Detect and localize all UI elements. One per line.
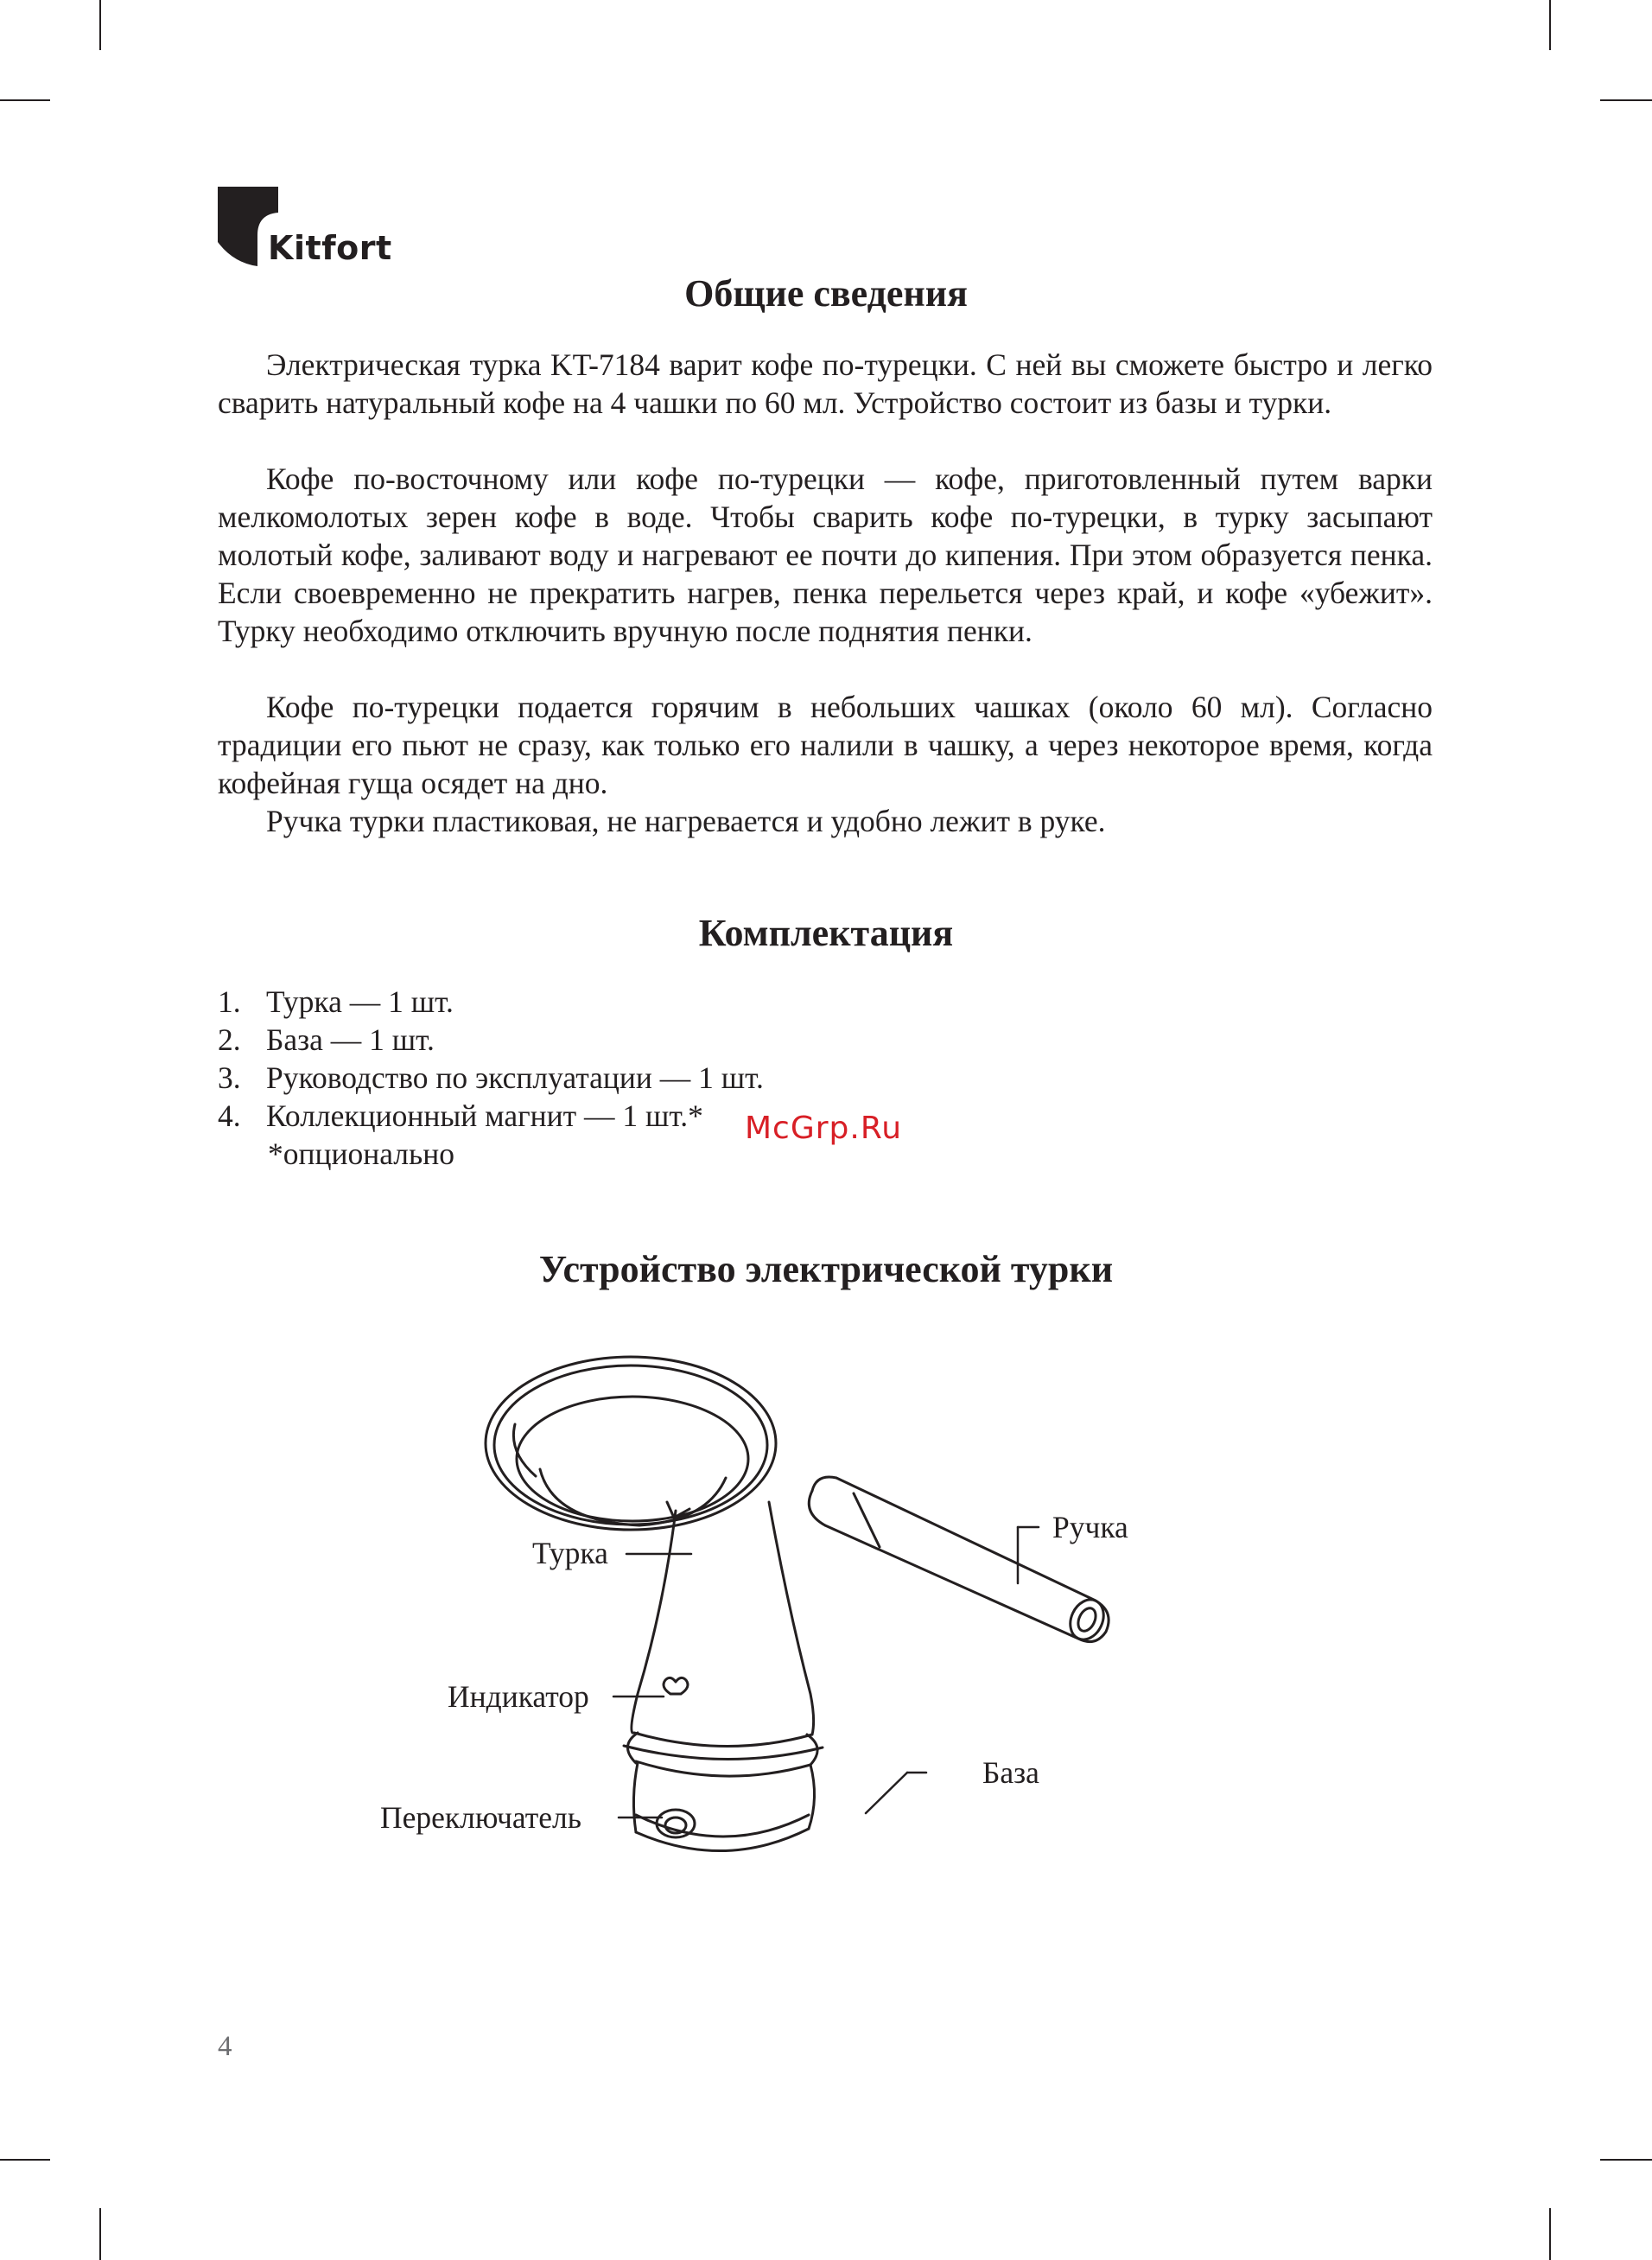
paragraph: Кофе по-турецки подается горячим в небольших чашках (около 60 мл). Согласно традиции его пьют не сразу, как только его налили в чашку, а через некоторое время, когда кофейная гуща осядет на дно. [218, 690, 1433, 800]
list-text: Коллекционный магнит — 1 шт.* [266, 1098, 703, 1133]
paragraph: Ручка турки пластиковая, не нагревается и удобно лежит в руке. [266, 804, 1106, 838]
crop-mark [0, 99, 50, 101]
list-number: 3. [218, 1060, 241, 1095]
list-number: 2. [218, 1022, 241, 1057]
crop-mark [99, 0, 101, 50]
label-handle: Ручка [1052, 1510, 1128, 1544]
section-title-device: Устройство электрической турки [538, 1248, 1114, 1290]
label-base: База [982, 1755, 1039, 1790]
list-item [218, 1059, 764, 1097]
paragraph: Кофе по-восточному или кофе по-турецки — кофе, приготовленный путем варки мелкомолотых зерен кофе в воде. Чтобы сварить кофе по-турецки, в турку засыпают молотый кофе, заливают воду и нагревают ее почти до кипения. При этом образуется пенка. Если своевременно не прекратить нагрев, пенка перельется через край, и кофе «убежит». Турку необходимо отключить вручную после поднятия пенки. [218, 462, 1433, 648]
page-number: 4 [218, 2031, 232, 2062]
turka-handle [809, 1477, 1109, 1645]
optional-note: *опционально [268, 1136, 454, 1171]
contents-list [218, 983, 764, 1135]
list-text: База — 1 шт. [266, 1022, 435, 1057]
crop-mark [1600, 2159, 1652, 2161]
turka-rim [486, 1357, 776, 1530]
label-switch: Переключатель [380, 1800, 581, 1835]
list-item [218, 983, 764, 1021]
section-title-contents: Комплектация [698, 912, 954, 954]
label-indicator: Индикатор [448, 1679, 589, 1714]
list-item [218, 1097, 764, 1135]
list-text: Турка — 1 шт. [266, 984, 454, 1019]
turka-base [627, 1733, 817, 1851]
watermark: McGrp.Ru [745, 1111, 903, 1146]
list-text: Руководство по эксплуатации — 1 шт. [266, 1060, 764, 1095]
crop-mark [0, 2159, 50, 2161]
paragraph: Электрическая турка KT-7184 варит кофе по-турецки. С ней вы сможете быстро и легко сварить натуральный кофе на 4 чашки по 60 мл. Устройство состоит из базы и турки. [218, 347, 1433, 420]
section-title-general: Общие сведения [684, 272, 968, 315]
leader-line-base [866, 1773, 907, 1813]
crop-mark [1600, 99, 1652, 101]
indicator-icon [664, 1677, 688, 1694]
switch-icon [657, 1810, 695, 1837]
crop-mark [99, 2208, 101, 2260]
list-item [218, 1021, 764, 1059]
brand-name: Kitfort [268, 229, 392, 267]
crop-mark [1549, 0, 1551, 50]
label-turka: Турка [532, 1536, 608, 1570]
list-number: 4. [218, 1098, 241, 1133]
crop-mark [1549, 2208, 1551, 2260]
turka-body [624, 1502, 823, 1760]
list-number: 1. [218, 984, 241, 1019]
